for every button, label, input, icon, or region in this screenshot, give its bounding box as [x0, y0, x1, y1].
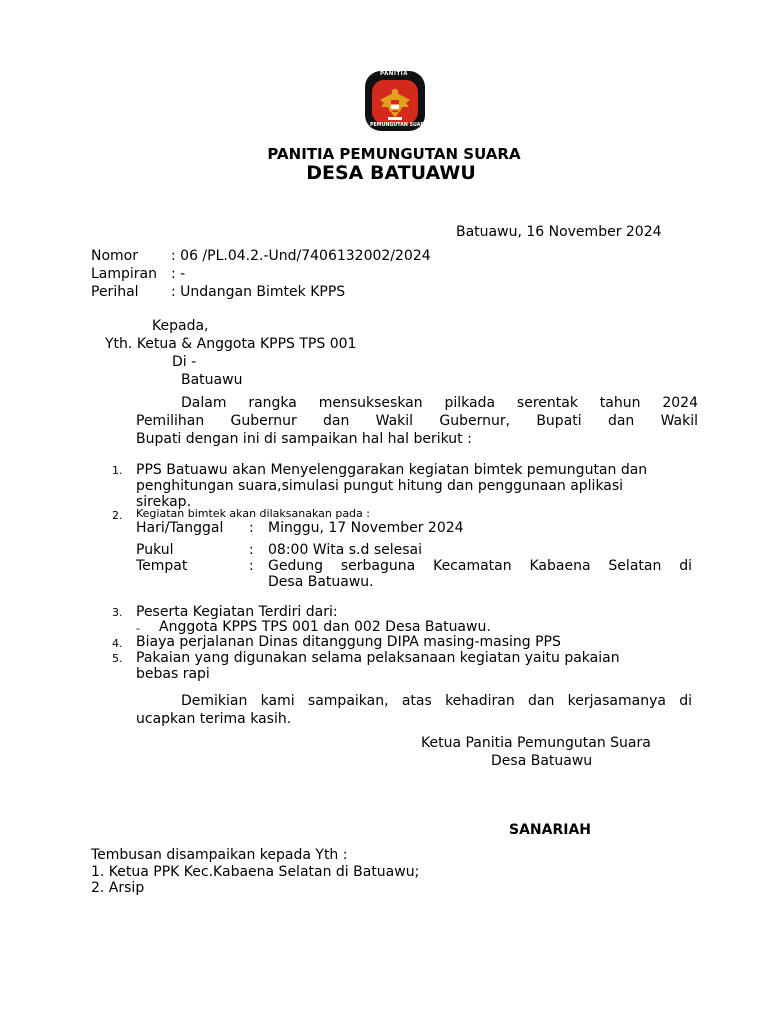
item1-line1: PPS Batuawu akan Menyelenggarakan kegiatan bimtek pemungutan dan	[136, 462, 648, 478]
intro-line2: Pemilihan Gubernur dan Wakil Gubernur, Bupati dan Wakil	[136, 413, 698, 429]
item1-line3: sirekap.	[136, 494, 192, 510]
perihal-value: : Undangan Bimtek KPPS	[171, 284, 346, 300]
item4-text: Biaya perjalanan Dinas ditanggung DIPA masing-masing PPS	[136, 634, 561, 650]
lampiran-label: Lampiran	[91, 266, 158, 282]
kepada-text: Kepada,	[152, 318, 209, 334]
item-number-5: 5.	[112, 652, 123, 665]
item3-sub: Anggota KPPS TPS 001 dan 002 Desa Batuawu.	[159, 619, 491, 635]
pukul-value: 08:00 Wita s.d selesai	[268, 542, 422, 558]
item3-dash: -	[136, 622, 140, 635]
item1-line2: penghitungan suara,simulasi pungut hitung dan penggunaan aplikasi	[136, 478, 624, 494]
item5-line1: Pakaian yang digunakan selama pelaksanaan kegiatan yaitu pakaian	[136, 650, 620, 666]
closing-line2: ucapkan terima kasih.	[136, 711, 292, 727]
tembusan-heading: Tembusan disampaikan kepada Yth :	[91, 847, 348, 863]
signature-title2: Desa Batuawu	[491, 753, 593, 769]
lampiran-value: : -	[171, 266, 186, 282]
hari-value: Minggu, 17 November 2024	[268, 520, 464, 536]
signature-title1: Ketua Panitia Pemungutan Suara	[421, 735, 651, 751]
tembusan-item-1: 1. Ketua PPK Kec.Kabaena Selatan di Batuawu;	[91, 864, 420, 880]
item-number-2: 2.	[112, 509, 123, 522]
intro-line3: Bupati dengan ini di sampaikan hal hal berikut :	[136, 431, 472, 447]
tempat-label: Tempat	[136, 558, 188, 574]
tempat-colon: :	[249, 558, 254, 574]
closing-line1: Demikian kami sampaikan, atas kehadiran dan kerjasamanya di	[181, 693, 692, 709]
org-title-line1: PANITIA PEMUNGUTAN SUARA	[267, 145, 521, 163]
place-text: Batuawu	[181, 372, 243, 388]
nomor-value: : 06 /PL.04.2.-Und/7406132002/2024	[171, 248, 431, 264]
intro-line1: Dalam rangka mensukseskan pilkada serentak tahun 2024	[181, 395, 698, 411]
item3-text: Peserta Kegiatan Terdiri dari:	[136, 604, 338, 620]
nomor-label: Nomor	[91, 248, 138, 264]
hari-colon: :	[249, 520, 254, 536]
item-number-1: 1.	[112, 464, 123, 477]
pukul-label: Pukul	[136, 542, 174, 558]
item-number-3: 3.	[112, 606, 123, 619]
item5-line2: bebas rapi	[136, 666, 210, 682]
letter-date: Batuawu, 16 November 2024	[456, 224, 662, 240]
org-title-line2: DESA BATUAWU	[306, 162, 476, 184]
logo-bottom-text: PEMUNGUTAN SUARA	[370, 123, 428, 128]
garuda-emblem-icon	[364, 70, 426, 132]
tembusan-item-2: 2. Arsip	[91, 880, 145, 896]
tempat-value-line2: Desa Batuawu.	[268, 574, 374, 590]
di-text: Di -	[172, 354, 197, 370]
pukul-colon: :	[249, 542, 254, 558]
tempat-value-line1: Gedung serbaguna Kecamatan Kabaena Selatan di	[268, 558, 692, 574]
item2-text: Kegiatan bimtek akan dilaksanakan pada :	[136, 507, 370, 520]
logo-top-text: PANITIA	[380, 71, 408, 77]
signatory-name: SANARIAH	[509, 822, 592, 838]
recipient-text: Yth. Ketua & Anggota KPPS TPS 001	[105, 336, 357, 352]
perihal-label: Perihal	[91, 284, 139, 300]
hari-label: Hari/Tanggal	[136, 520, 224, 536]
item-number-4: 4.	[112, 637, 123, 650]
